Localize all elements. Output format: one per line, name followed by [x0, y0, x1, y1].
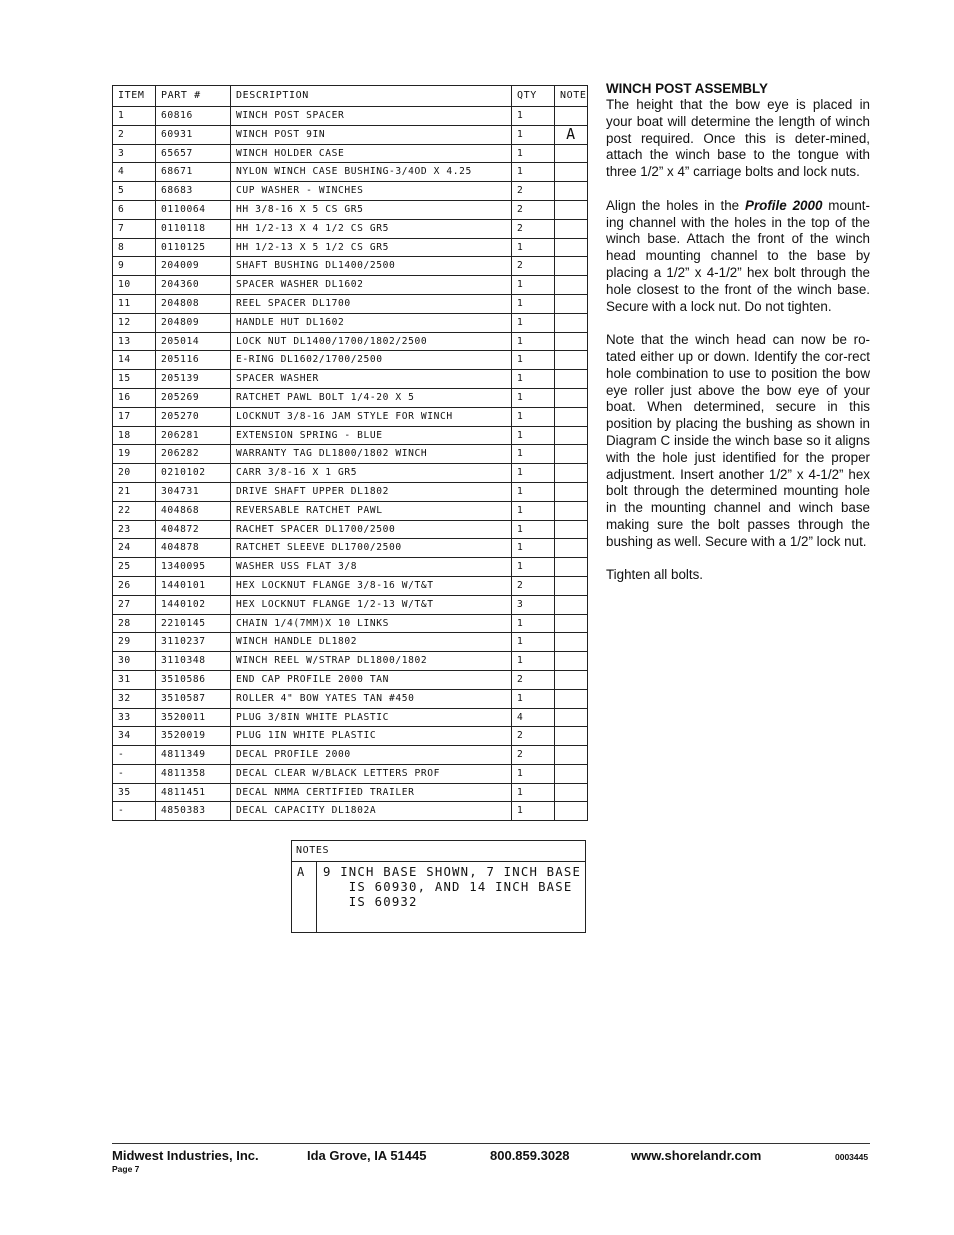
cell-description: REVERSABLE RATCHET PAWL — [231, 501, 512, 520]
table-row — [113, 595, 588, 614]
cell-item: 2 — [113, 125, 156, 144]
table-row — [113, 764, 588, 783]
cell-note — [555, 182, 588, 201]
cell-item: - — [113, 764, 156, 783]
cell-qty: 1 — [512, 445, 555, 464]
footer-phone: 800.859.3028 — [490, 1148, 570, 1163]
cell-description: DECAL CLEAR W/BLACK LETTERS PROF — [231, 764, 512, 783]
cell-description: REEL SPACER DL1700 — [231, 294, 512, 313]
cell-part-number: 60816 — [156, 107, 231, 126]
cell-item: 19 — [113, 445, 156, 464]
cell-qty: 2 — [512, 727, 555, 746]
table-row — [113, 708, 588, 727]
cell-qty: 1 — [512, 125, 555, 144]
cell-qty: 1 — [512, 332, 555, 351]
cell-description: LOCKNUT 3/8-16 JAM STYLE FOR WINCH — [231, 407, 512, 426]
cell-item: - — [113, 746, 156, 765]
cell-note — [555, 727, 588, 746]
table-row — [113, 482, 588, 501]
cell-description: HANDLE HUT DL1602 — [231, 313, 512, 332]
cell-item: 22 — [113, 501, 156, 520]
cell-item: 9 — [113, 257, 156, 276]
cell-description: WINCH REEL W/STRAP DL1800/1802 — [231, 652, 512, 671]
cell-qty: 1 — [512, 276, 555, 295]
cell-note — [555, 482, 588, 501]
cell-part-number: 60931 — [156, 125, 231, 144]
header-item: ITEM — [113, 86, 156, 107]
paragraph-2 — [606, 198, 870, 316]
cell-description: DECAL PROFILE 2000 — [231, 746, 512, 765]
cell-qty: 1 — [512, 238, 555, 257]
cell-note — [555, 501, 588, 520]
table-row — [113, 614, 588, 633]
cell-description: WINCH HANDLE DL1802 — [231, 633, 512, 652]
paragraph-2-end: mount-ing channel with the holes in the top of the winch base. Attach the front of the winch head mounting channel to the base by placing a 1/2” x 4-1/2” hex bolt through the hole closest to the front of the winch base. Secure with a lock nut. Do not tighten. — [606, 197, 870, 314]
notes-body — [292, 862, 585, 932]
table-row — [113, 558, 588, 577]
footer-document-code: 0003445 — [835, 1152, 869, 1162]
table-row — [113, 125, 588, 144]
cell-item: 11 — [113, 294, 156, 313]
cell-description: RATCHET SLEEVE DL1700/2500 — [231, 539, 512, 558]
table-row — [113, 539, 588, 558]
footer-company: Midwest Industries, Inc. — [112, 1148, 259, 1163]
table-row — [113, 445, 588, 464]
cell-item: 35 — [113, 783, 156, 802]
cell-part-number: 404868 — [156, 501, 231, 520]
cell-description: DRIVE SHAFT UPPER DL1802 — [231, 482, 512, 501]
cell-description: PLUG 1IN WHITE PLASTIC — [231, 727, 512, 746]
cell-item: 12 — [113, 313, 156, 332]
table-row — [113, 652, 588, 671]
cell-description: RACHET SPACER DL1700/2500 — [231, 520, 512, 539]
cell-item: 32 — [113, 689, 156, 708]
cell-note — [555, 388, 588, 407]
cell-item: 5 — [113, 182, 156, 201]
cell-part-number: 204809 — [156, 313, 231, 332]
cell-note — [555, 520, 588, 539]
table-row — [113, 576, 588, 595]
cell-part-number: 68683 — [156, 182, 231, 201]
cell-note — [555, 783, 588, 802]
cell-note — [555, 558, 588, 577]
cell-part-number: 4811349 — [156, 746, 231, 765]
footer-website: www.shorelandr.com — [631, 1148, 762, 1163]
cell-note — [555, 276, 588, 295]
cell-note — [555, 200, 588, 219]
cell-description: CHAIN 1/4(7MM)X 10 LINKS — [231, 614, 512, 633]
cell-qty: 1 — [512, 313, 555, 332]
cell-description: HEX LOCKNUT FLANGE 1/2-13 W/T&T — [231, 595, 512, 614]
table-row — [113, 257, 588, 276]
cell-item: 21 — [113, 482, 156, 501]
table-row — [113, 501, 588, 520]
cell-qty: 1 — [512, 520, 555, 539]
cell-part-number: 204360 — [156, 276, 231, 295]
cell-qty: 1 — [512, 764, 555, 783]
cell-note — [555, 144, 588, 163]
cell-note — [555, 163, 588, 182]
cell-part-number: 205270 — [156, 407, 231, 426]
winch-post-assembly-section — [606, 80, 870, 601]
paragraph-4: Tighten all bolts. — [606, 567, 704, 583]
cell-qty: 2 — [512, 746, 555, 765]
cell-qty: 1 — [512, 407, 555, 426]
table-row — [113, 332, 588, 351]
cell-qty: 4 — [512, 708, 555, 727]
cell-description: WINCH POST SPACER — [231, 107, 512, 126]
cell-part-number: 65657 — [156, 144, 231, 163]
cell-qty: 1 — [512, 482, 555, 501]
table-row — [113, 219, 588, 238]
cell-part-number: 206281 — [156, 426, 231, 445]
cell-note — [555, 652, 588, 671]
cell-note — [555, 746, 588, 765]
cell-qty: 2 — [512, 257, 555, 276]
cell-description: SPACER WASHER DL1602 — [231, 276, 512, 295]
cell-part-number: 0210102 — [156, 464, 231, 483]
cell-part-number: 3510587 — [156, 689, 231, 708]
cell-description: HH 3/8-16 X 5 CS GR5 — [231, 200, 512, 219]
table-row — [113, 294, 588, 313]
cell-part-number: 1440102 — [156, 595, 231, 614]
cell-note — [555, 257, 588, 276]
cell-note — [555, 689, 588, 708]
cell-note — [555, 633, 588, 652]
table-row — [113, 182, 588, 201]
table-row — [113, 313, 588, 332]
cell-qty: 1 — [512, 294, 555, 313]
header-qty: QTY — [512, 86, 555, 107]
table-row — [113, 163, 588, 182]
cell-item: 3 — [113, 144, 156, 163]
paragraph-2-emphasis: Profile 2000 — [745, 197, 823, 213]
cell-note — [555, 764, 588, 783]
table-row — [113, 689, 588, 708]
cell-item: 17 — [113, 407, 156, 426]
cell-qty: 1 — [512, 351, 555, 370]
cell-description: CARR 3/8-16 X 1 GR5 — [231, 464, 512, 483]
paragraph-2-start: Align the holes in the — [606, 197, 746, 213]
header-note: NOTE — [555, 86, 588, 107]
cell-note — [555, 407, 588, 426]
table-row — [113, 107, 588, 126]
cell-item: 10 — [113, 276, 156, 295]
cell-qty: 2 — [512, 576, 555, 595]
cell-part-number: 68671 — [156, 163, 231, 182]
cell-note — [555, 614, 588, 633]
table-row — [113, 407, 588, 426]
cell-part-number: 205139 — [156, 370, 231, 389]
cell-qty: 1 — [512, 163, 555, 182]
cell-part-number: 205269 — [156, 388, 231, 407]
cell-part-number: 205014 — [156, 332, 231, 351]
cell-part-number: 2210145 — [156, 614, 231, 633]
cell-item: 31 — [113, 670, 156, 689]
cell-item: 1 — [113, 107, 156, 126]
cell-part-number: 204009 — [156, 257, 231, 276]
cell-note — [555, 294, 588, 313]
cell-item: 15 — [113, 370, 156, 389]
cell-qty: 1 — [512, 633, 555, 652]
cell-description: HEX LOCKNUT FLANGE 3/8-16 W/T&T — [231, 576, 512, 595]
footer-rule — [112, 1143, 870, 1144]
cell-note — [555, 445, 588, 464]
cell-item: 6 — [113, 200, 156, 219]
paragraph-1: The height that the bow eye is placed in your boat will determine the length of winch post required. Once this is deter-mined, attach the winch base to the tongue with three 1/2” x 4” carriage bolts and lock nuts. — [606, 97, 870, 180]
cell-description: SHAFT BUSHING DL1400/2500 — [231, 257, 512, 276]
cell-qty: 1 — [512, 652, 555, 671]
cell-note — [555, 708, 588, 727]
cell-description: CUP WASHER - WINCHES — [231, 182, 512, 201]
cell-part-number: 205116 — [156, 351, 231, 370]
cell-qty: 1 — [512, 783, 555, 802]
cell-note — [555, 313, 588, 332]
cell-part-number: 1440101 — [156, 576, 231, 595]
cell-item: 34 — [113, 727, 156, 746]
notes-key: A — [292, 862, 317, 932]
cell-part-number: 1340095 — [156, 558, 231, 577]
table-row — [113, 783, 588, 802]
cell-qty: 1 — [512, 501, 555, 520]
cell-qty: 3 — [512, 595, 555, 614]
cell-item: - — [113, 802, 156, 821]
table-row — [113, 426, 588, 445]
cell-description: SPACER WASHER — [231, 370, 512, 389]
table-row — [113, 520, 588, 539]
footer-location: Ida Grove, IA 51445 — [307, 1148, 427, 1163]
cell-part-number: 404872 — [156, 520, 231, 539]
cell-note — [555, 219, 588, 238]
cell-qty: 1 — [512, 539, 555, 558]
table-row — [113, 144, 588, 163]
table-row — [113, 727, 588, 746]
cell-part-number: 3110348 — [156, 652, 231, 671]
cell-note — [555, 595, 588, 614]
cell-part-number: 206282 — [156, 445, 231, 464]
cell-description: WINCH HOLDER CASE — [231, 144, 512, 163]
notes-text: 9 INCH BASE SHOWN, 7 INCH BASE IS 60930, AND 14 INCH BASE IS 60932 — [323, 865, 582, 909]
cell-item: 4 — [113, 163, 156, 182]
cell-qty: 2 — [512, 200, 555, 219]
section-title: WINCH POST ASSEMBLY — [606, 81, 768, 96]
cell-description: LOCK NUT DL1400/1700/1802/2500 — [231, 332, 512, 351]
cell-note — [555, 802, 588, 821]
cell-part-number: 404878 — [156, 539, 231, 558]
cell-qty: 1 — [512, 558, 555, 577]
cell-note — [555, 332, 588, 351]
table-row — [113, 351, 588, 370]
cell-note — [555, 576, 588, 595]
cell-item: 13 — [113, 332, 156, 351]
cell-note — [555, 539, 588, 558]
cell-qty: 1 — [512, 370, 555, 389]
cell-description: EXTENSION SPRING - BLUE — [231, 426, 512, 445]
paragraph-3: Note that the winch head can now be ro-tated either up or down. Identify the cor-rect hole combination to use to position the bow eye roller just above the bow eye of your boat. When determined, secure in this position by placing the bushing as shown in Diagram C inside the winch base so it aligns with the hole just identified for the proper adjustment. Insert another 1/2” x 4-1/2” hex bolt through the determined mounting hole in the mounting channel and winch base making sure the bolt passes through the bushing as well. Secure with a 1/2” lock nut. — [606, 332, 870, 549]
cell-part-number: 4850383 — [156, 802, 231, 821]
cell-item: 29 — [113, 633, 156, 652]
header-description: DESCRIPTION — [231, 86, 512, 107]
cell-note — [555, 351, 588, 370]
cell-item: 25 — [113, 558, 156, 577]
table-row — [113, 238, 588, 257]
cell-qty: 1 — [512, 388, 555, 407]
notes-header: NOTES — [292, 841, 585, 862]
table-row — [113, 633, 588, 652]
cell-description: WARRANTY TAG DL1800/1802 WINCH — [231, 445, 512, 464]
cell-item: 26 — [113, 576, 156, 595]
cell-part-number: 0110118 — [156, 219, 231, 238]
cell-note — [555, 238, 588, 257]
footer-page-number: Page 7 — [112, 1164, 140, 1174]
cell-description: ROLLER 4" BOW YATES TAN #450 — [231, 689, 512, 708]
cell-qty: 1 — [512, 802, 555, 821]
cell-description: E-RING DL1602/1700/2500 — [231, 351, 512, 370]
cell-description: RATCHET PAWL BOLT 1/4-20 X 5 — [231, 388, 512, 407]
cell-item: 23 — [113, 520, 156, 539]
cell-note — [555, 464, 588, 483]
cell-item: 14 — [113, 351, 156, 370]
cell-qty: 1 — [512, 144, 555, 163]
cell-item: 20 — [113, 464, 156, 483]
cell-item: 28 — [113, 614, 156, 633]
cell-part-number: 204808 — [156, 294, 231, 313]
cell-item: 16 — [113, 388, 156, 407]
cell-item: 8 — [113, 238, 156, 257]
cell-part-number: 304731 — [156, 482, 231, 501]
cell-part-number: 3520019 — [156, 727, 231, 746]
table-row — [113, 276, 588, 295]
cell-qty: 1 — [512, 614, 555, 633]
cell-part-number: 3110237 — [156, 633, 231, 652]
table-row — [113, 670, 588, 689]
cell-description: HH 1/2-13 X 4 1/2 CS GR5 — [231, 219, 512, 238]
cell-item: 7 — [113, 219, 156, 238]
cell-part-number: 3510586 — [156, 670, 231, 689]
cell-description: WINCH POST 9IN — [231, 125, 512, 144]
cell-part-number: 0110064 — [156, 200, 231, 219]
cell-qty: 2 — [512, 182, 555, 201]
parts-table-header-row — [113, 86, 588, 107]
cell-qty: 2 — [512, 670, 555, 689]
cell-description: WASHER USS FLAT 3/8 — [231, 558, 512, 577]
table-row — [113, 370, 588, 389]
cell-qty: 2 — [512, 219, 555, 238]
cell-description: PLUG 3/8IN WHITE PLASTIC — [231, 708, 512, 727]
table-row — [113, 746, 588, 765]
cell-description: DECAL CAPACITY DL1802A — [231, 802, 512, 821]
cell-item: 24 — [113, 539, 156, 558]
cell-note — [555, 107, 588, 126]
cell-qty: 1 — [512, 107, 555, 126]
cell-item: 27 — [113, 595, 156, 614]
header-part-number: PART # — [156, 86, 231, 107]
table-row — [113, 464, 588, 483]
cell-description: END CAP PROFILE 2000 TAN — [231, 670, 512, 689]
cell-note — [555, 370, 588, 389]
table-row — [113, 388, 588, 407]
cell-part-number: 4811451 — [156, 783, 231, 802]
cell-note: A — [555, 125, 588, 144]
cell-description: DECAL NMMA CERTIFIED TRAILER — [231, 783, 512, 802]
notes-box — [291, 840, 586, 933]
cell-note — [555, 426, 588, 445]
cell-item: 18 — [113, 426, 156, 445]
cell-part-number: 0110125 — [156, 238, 231, 257]
cell-part-number: 4811358 — [156, 764, 231, 783]
table-row — [113, 802, 588, 821]
table-row — [113, 200, 588, 219]
cell-qty: 1 — [512, 464, 555, 483]
parts-list-table — [112, 85, 588, 821]
cell-qty: 1 — [512, 426, 555, 445]
cell-note — [555, 670, 588, 689]
cell-part-number: 3520011 — [156, 708, 231, 727]
cell-qty: 1 — [512, 689, 555, 708]
cell-description: HH 1/2-13 X 5 1/2 CS GR5 — [231, 238, 512, 257]
cell-item: 33 — [113, 708, 156, 727]
cell-item: 30 — [113, 652, 156, 671]
cell-description: NYLON WINCH CASE BUSHING-3/4OD X 4.25 — [231, 163, 512, 182]
